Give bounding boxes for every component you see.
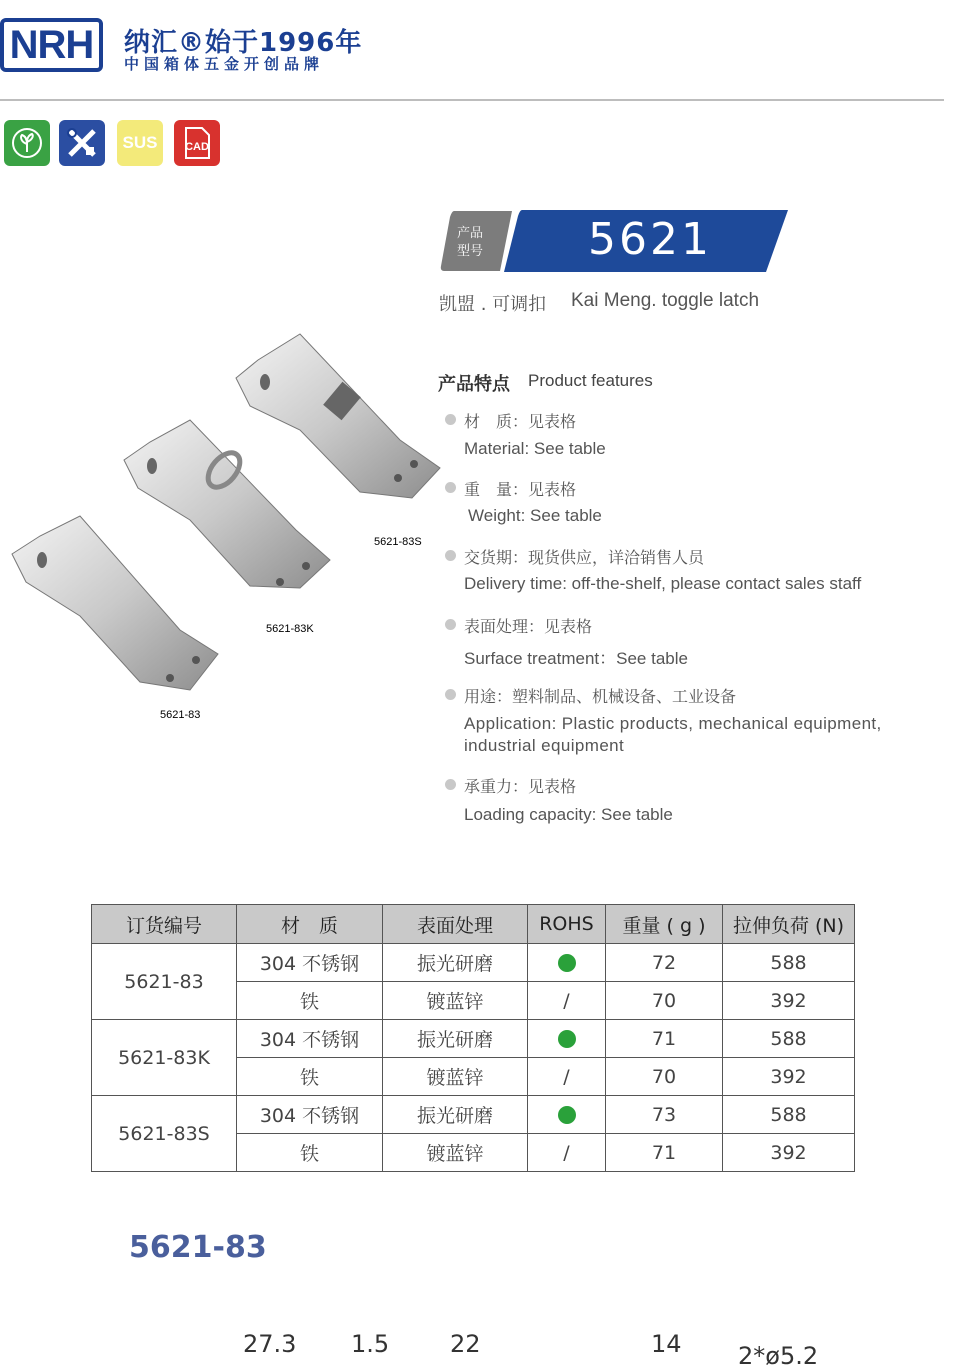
sus-badge: SUS [117, 120, 163, 166]
load: 392 [723, 1134, 855, 1172]
feature-weight-en: Weight: See table [468, 506, 602, 525]
feature-surface-cn: 表面处理：见表格 [464, 617, 593, 636]
feature-application-cn: 用途：塑料制品、机械设备、工业设备 [464, 687, 737, 706]
table-row [92, 944, 855, 982]
brand-subtitle: 中国箱体五金开创品牌 [124, 55, 325, 73]
latch-5621-83 [12, 516, 218, 690]
rohs-cell: / [528, 1058, 606, 1096]
surface: 振光研磨 [383, 1020, 528, 1058]
rohs-cell: / [528, 982, 606, 1020]
dimension-label: 22 [450, 1330, 481, 1358]
bullet-dot [445, 619, 456, 630]
material: 铁 [237, 1058, 383, 1096]
col-material: 材 质 [237, 905, 383, 944]
bullet-dot [445, 482, 456, 493]
weight: 71 [606, 1134, 723, 1172]
spec-table [91, 904, 855, 1172]
rohs-compliant-icon [558, 1106, 576, 1124]
weight: 70 [606, 982, 723, 1020]
rohs-cell [528, 944, 606, 982]
feature-application-en-line2: industrial equipment [464, 736, 625, 755]
weight: 70 [606, 1058, 723, 1096]
drawing-title: 5621-83 [129, 1230, 267, 1265]
feature-material-cn: 材 质：见表格 [464, 412, 577, 431]
feature-delivery-en: Delivery time: off-the-shelf, please contact sales staff [464, 574, 862, 593]
feature-application-en: Application: Plastic products, mechanical equipment, [464, 714, 882, 733]
dimension-label: 1.5 [351, 1330, 390, 1358]
load: 392 [723, 1058, 855, 1096]
load: 392 [723, 982, 855, 1020]
surface: 镀蓝锌 [383, 1058, 528, 1096]
rohs-cell: / [528, 1134, 606, 1172]
weight: 72 [606, 944, 723, 982]
col-load: 拉伸负荷 (N) [723, 905, 855, 944]
col-surface: 表面处理 [383, 905, 528, 944]
surface: 振光研磨 [383, 1096, 528, 1134]
product-photo [0, 320, 450, 740]
rohs-cell [528, 1096, 606, 1134]
bullet-dot [445, 414, 456, 425]
material: 铁 [237, 982, 383, 1020]
dimension-label: 2*ø5.2 [738, 1342, 819, 1370]
order-code: 5621-83S [92, 1096, 237, 1172]
order-code: 5621-83 [92, 944, 237, 1020]
load: 588 [723, 1096, 855, 1134]
brand-slogan: 纳汇®始于1996年 [124, 28, 363, 58]
feature-material-en: Material: See table [464, 439, 606, 458]
order-code: 5621-83K [92, 1020, 237, 1096]
feature-loading-cn: 承重力：见表格 [464, 777, 577, 796]
load: 588 [723, 944, 855, 982]
col-order-code: 订货编号 [92, 905, 237, 944]
table-row [92, 1020, 855, 1058]
model-tag-line2: 型号 [457, 244, 484, 259]
col-rohs: ROHS [528, 905, 606, 944]
surface: 振光研磨 [383, 944, 528, 982]
col-weight: 重量 ( g ) [606, 905, 723, 944]
surface: 镀蓝锌 [383, 1134, 528, 1172]
bullet-dot [445, 689, 456, 700]
latch-5621-83s [236, 334, 440, 498]
dimension-label: 27.3 [243, 1330, 297, 1358]
dimension-label: 14 [651, 1330, 682, 1358]
tools-icon [59, 120, 105, 166]
latch-5621-83k [124, 420, 330, 588]
material: 304 不锈钢 [237, 1096, 383, 1134]
feature-delivery-cn: 交货期：现货供应，详洽销售人员 [464, 548, 705, 567]
weight: 71 [606, 1020, 723, 1058]
rohs-compliant-icon [558, 1030, 576, 1048]
image-label-83s: 5621-83S [374, 536, 422, 548]
material: 304 不锈钢 [237, 944, 383, 982]
image-label-83: 5621-83 [160, 709, 201, 721]
eco-leaf-icon [4, 120, 50, 166]
table-row [92, 1096, 855, 1134]
product-name-cn: 凯盟 . 可调扣 [439, 294, 547, 315]
brand-logo [0, 18, 103, 72]
material: 304 不锈钢 [237, 1020, 383, 1058]
logo-text: NRH [9, 22, 94, 67]
feature-loading-en: Loading capacity: See table [464, 805, 673, 824]
bullet-dot [445, 550, 456, 561]
svg-text:CAD: CAD [185, 141, 209, 153]
cad-file-icon [174, 120, 220, 166]
model-number: 5621 [588, 214, 712, 265]
table-header-row [92, 905, 855, 944]
features-title-en: Product features [528, 371, 653, 390]
product-name-en: Kai Meng. toggle latch [571, 290, 760, 311]
material: 铁 [237, 1134, 383, 1172]
weight: 73 [606, 1096, 723, 1134]
bullet-dot [445, 779, 456, 790]
image-label-83k: 5621-83K [266, 623, 314, 635]
load: 588 [723, 1020, 855, 1058]
features-title-cn: 产品特点 [438, 374, 510, 395]
rohs-compliant-icon [558, 954, 576, 972]
feature-surface-en: Surface treatment：See table [464, 649, 688, 668]
rohs-cell [528, 1020, 606, 1058]
model-tag-line1: 产品 [457, 226, 484, 241]
header-divider [0, 99, 944, 101]
feature-weight-cn: 重 量：见表格 [464, 480, 577, 499]
surface: 镀蓝锌 [383, 982, 528, 1020]
